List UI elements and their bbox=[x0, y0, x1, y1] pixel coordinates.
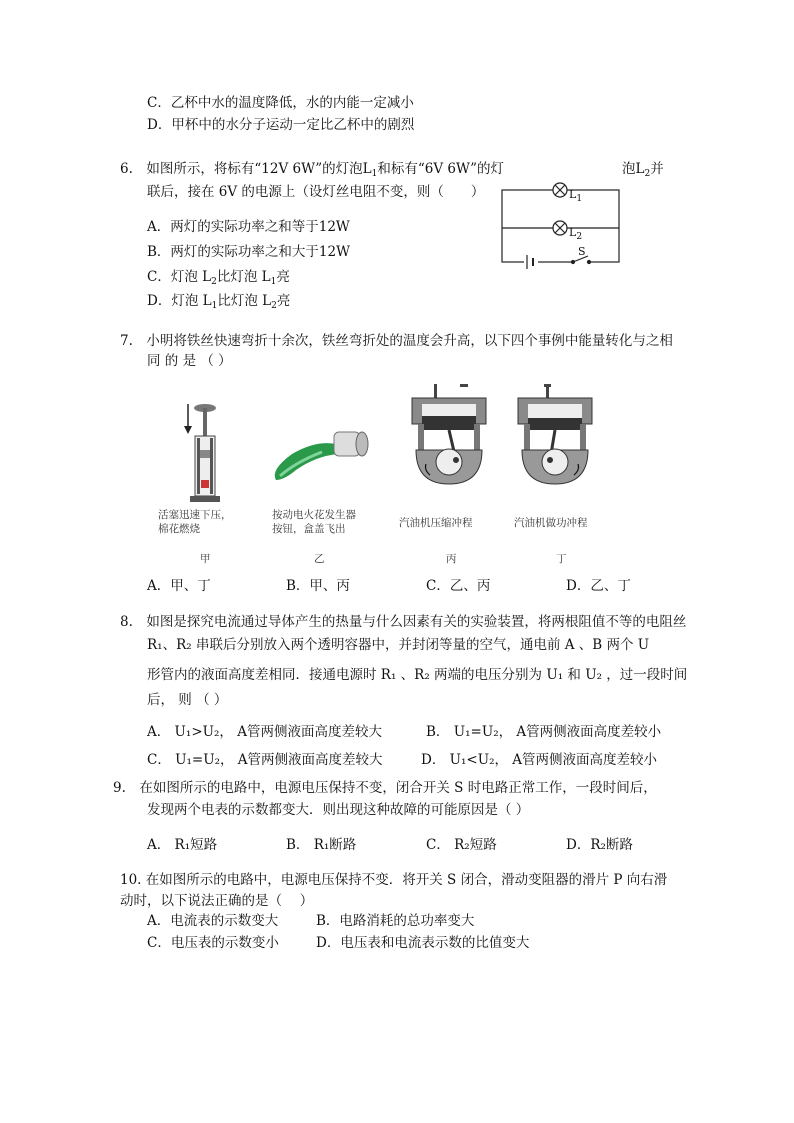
q9-option-a: A． R₁短路 bbox=[147, 837, 218, 853]
q7-option-b: B．甲、丙 bbox=[286, 578, 350, 594]
q10-stem-line2: 动时，以下说法正确的是（ ） bbox=[120, 893, 314, 909]
q7-image-compression-stroke bbox=[408, 380, 490, 490]
q10-option-a: A．电流表的示数变大 bbox=[147, 913, 279, 929]
q6-option-b: B．两灯的实际功率之和大于12W bbox=[147, 244, 350, 260]
q7-label-yi: 乙 bbox=[314, 553, 325, 565]
q10-option-b: B．电路消耗的总功率变大 bbox=[316, 913, 475, 929]
q8-stem-line4: 后， 则 （ ） bbox=[147, 692, 228, 708]
q10-stem-line1: 10. 在如图所示的电路中，电源电压保持不变．将开关 S 闭合，滑动变阻器的滑片 P 向右滑 bbox=[120, 872, 668, 888]
q7-caption-jia-line2: 棉花燃烧 bbox=[158, 523, 200, 535]
q7-option-d: D．乙、丁 bbox=[566, 578, 631, 594]
q7-stem-line2: 同 的 是 （ ） bbox=[147, 353, 232, 369]
q6-stem-line2: 联后，接在 6V 的电源上（设灯丝电阻不变，则（ ） bbox=[147, 184, 485, 200]
q6-label-l1: $L_1$ bbox=[569, 188, 583, 204]
q7-image-air-piston bbox=[168, 398, 228, 508]
q5-option-d: D．甲杯中的水分子运动一定比乙杯中的剧烈 bbox=[147, 117, 415, 133]
q7-caption-bing: 汽油机压缩冲程 bbox=[399, 517, 473, 529]
q7-caption-jia-line1: 活塞迅速下压， bbox=[158, 509, 232, 521]
q9-stem-line2: 发现两个电表的示数都变大．则出现这种故障的可能原因是（ ） bbox=[147, 802, 530, 818]
q8-stem-line2: R₁、R₂ 串联后分别放入两个透明容器中，并封闭等量的空气，通电前 A 、B 两个 U bbox=[147, 637, 650, 653]
q6-option-a: A．两灯的实际功率之和等于12W bbox=[147, 219, 350, 235]
q7-label-bing: 丙 bbox=[446, 553, 457, 565]
q8-option-b: B． U₁=U₂， A管两侧液面高度差较小 bbox=[426, 724, 662, 740]
q7-caption-yi-line2: 按钮，盒盖飞出 bbox=[272, 523, 346, 535]
q8-stem-line1: 8. 如图是探究电流通过导体产生的热量与什么因素有关的实验装置，将两根阻值不等的电阻丝 bbox=[120, 614, 687, 630]
q7-image-power-stroke bbox=[514, 380, 596, 490]
q7-caption-yi-line1: 按动电火花发生器 bbox=[272, 509, 356, 521]
q6-stem-line1-end: 泡$L_2$并 bbox=[622, 161, 664, 179]
q10-option-c: C．电压表的示数变小 bbox=[147, 935, 279, 951]
q6-option-c: C．灯泡 $L_2$比灯泡 $L_1$亮 bbox=[147, 269, 290, 287]
q5-option-c: C．乙杯中水的温度降低，水的内能一定减小 bbox=[147, 95, 414, 111]
q8-stem-line3: 形管内的液面高度差相同．接通电源时 R₁ 、R₂ 两端的电压分别为 U₁ 和 U₂ ，过一段时间 bbox=[147, 667, 688, 683]
q8-option-a: A． U₁>U₂， A管两侧液面高度差较大 bbox=[147, 724, 382, 740]
q6-stem-line1: 6. 如图所示，将标有“12V 6W”的灯泡$L_1$和标有“6V 6W”的灯 bbox=[120, 161, 504, 179]
q8-option-d: D． U₁<U₂， A管两侧液面高度差较小 bbox=[421, 752, 658, 768]
q7-label-jia: 甲 bbox=[200, 553, 211, 565]
q7-caption-ding: 汽油机做功冲程 bbox=[514, 517, 588, 529]
q8-option-c: C． U₁=U₂， A管两侧液面高度差较大 bbox=[147, 752, 383, 768]
q9-option-c: C． R₂短路 bbox=[426, 837, 497, 853]
q6-circuit-diagram bbox=[500, 180, 625, 270]
q7-image-spark-generator bbox=[266, 422, 376, 486]
q7-stem-line1: 7. 小明将铁丝快速弯折十余次，铁丝弯折处的温度会升高，以下四个事例中能量转化与之相 bbox=[120, 333, 673, 349]
q10-option-d: D．电压表和电流表示数的比值变大 bbox=[316, 935, 530, 951]
q9-stem-line1: 9. 在如图所示的电路中，电源电压保持不变，闭合开关 S 时电路正常工作，一段时间后， bbox=[113, 780, 657, 796]
q9-option-b: B． R₁断路 bbox=[286, 837, 357, 853]
q9-option-d: D．R₂断路 bbox=[566, 837, 633, 853]
q7-option-a: A．甲、丁 bbox=[147, 578, 211, 594]
q7-label-ding: 丁 bbox=[556, 553, 567, 565]
q6-label-l2: $L_2$ bbox=[569, 226, 583, 242]
q6-label-s: S bbox=[578, 245, 586, 258]
q6-option-d: D．灯泡 $L_1$比灯泡 $L_2$亮 bbox=[147, 293, 291, 311]
q7-option-c: C．乙、丙 bbox=[426, 578, 491, 594]
